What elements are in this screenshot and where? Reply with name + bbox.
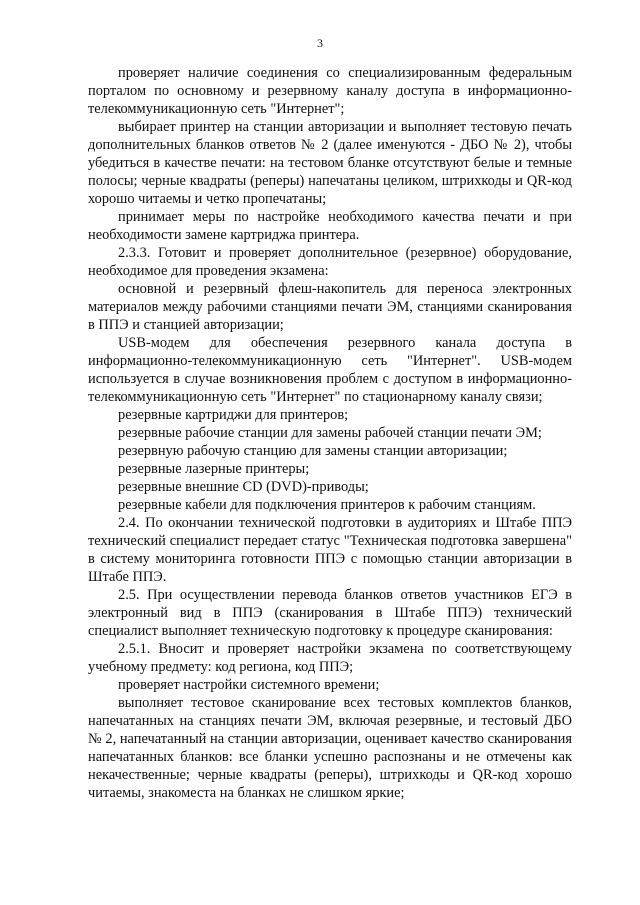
paragraph: проверяет настройки системного времени; (118, 677, 380, 693)
paragraph: 2.4. По окончании технической подготовки в аудиториях и Штабе ППЭ технический специалист передает статус "Техническая подготовка завершена" в систему мониторинга готовности ППЭ с помощью станции авторизации в Штабе ППЭ. (88, 515, 572, 585)
paragraph: проверяет наличие соединения со специализированным федеральным порталом по основному и резервному каналу доступа в информационно-телекоммуникационную сеть "Интернет"; (88, 65, 572, 117)
paragraph: резервные кабели для подключения принтеров к рабочим станциям. (118, 497, 536, 513)
paragraph: резервные рабочие станции для замены рабочей станции печати ЭМ; (118, 425, 542, 441)
page-number: 3 (317, 36, 323, 50)
paragraph: резервные внешние CD (DVD)-приводы; (118, 479, 369, 495)
paragraph: основной и резервный флеш-накопитель для переноса электронных материалов между рабочими станциями печати ЭМ, станциями сканирования в ППЭ и станцией авторизации; (88, 281, 572, 333)
paragraph: USB-модем для обеспечения резервного канала доступа в информационно-телекоммуникационную сеть "Интернет". USB-модем используется в случае возникновения проблем с доступом в информационно-телекоммуникационную сеть "Интернет" по стационарному каналу связи; (88, 335, 572, 405)
document-body (88, 64, 572, 802)
paragraph: 2.3.3. Готовит и проверяет дополнительное (резервное) оборудование, необходимое для проведения экзамена: (88, 245, 572, 279)
paragraph: резервные лазерные принтеры; (118, 461, 310, 477)
paragraph: резервную рабочую станцию для замены станции авторизации; (118, 443, 508, 459)
paragraph: принимает меры по настройке необходимого качества печати и при необходимости замене картриджа принтера. (88, 209, 572, 243)
paragraph: 2.5. При осуществлении перевода бланков ответов участников ЕГЭ в электронный вид в ППЭ (сканирования в Штабе ППЭ) технический специалист выполняет техническую подготовку к процедуре сканирования: (88, 587, 572, 639)
paragraph: 2.5.1. Вносит и проверяет настройки экзамена по соответствующему учебному предмету: код региона, код ППЭ; (88, 641, 572, 675)
paragraph: выбирает принтер на станции авторизации и выполняет тестовую печать дополнительных бланков ответов № 2 (далее именуются - ДБО № 2), чтобы убедиться в качестве печати: на тестовом бланке отсутствуют белые и темные полосы; черные квадраты (реперы) напечатаны целиком, штрихкоды и QR-код хорошо читаемы и четко пропечатаны; (88, 119, 572, 207)
paragraph: выполняет тестовое сканирование всех тестовых комплектов бланков, напечатанных на станциях печати ЭМ, включая резервные, и тестовый ДБО № 2, напечатанный на станции авторизации, оценивает качество сканирования напечатанных бланков: все бланки успешно распознаны и не отмечены как некачественные; черные квадраты (реперы), штрихкоды и QR-код хорошо читаемы, знакоместа на бланках не слишком яркие; (88, 695, 572, 801)
paragraph: резервные картриджи для принтеров; (118, 407, 349, 423)
